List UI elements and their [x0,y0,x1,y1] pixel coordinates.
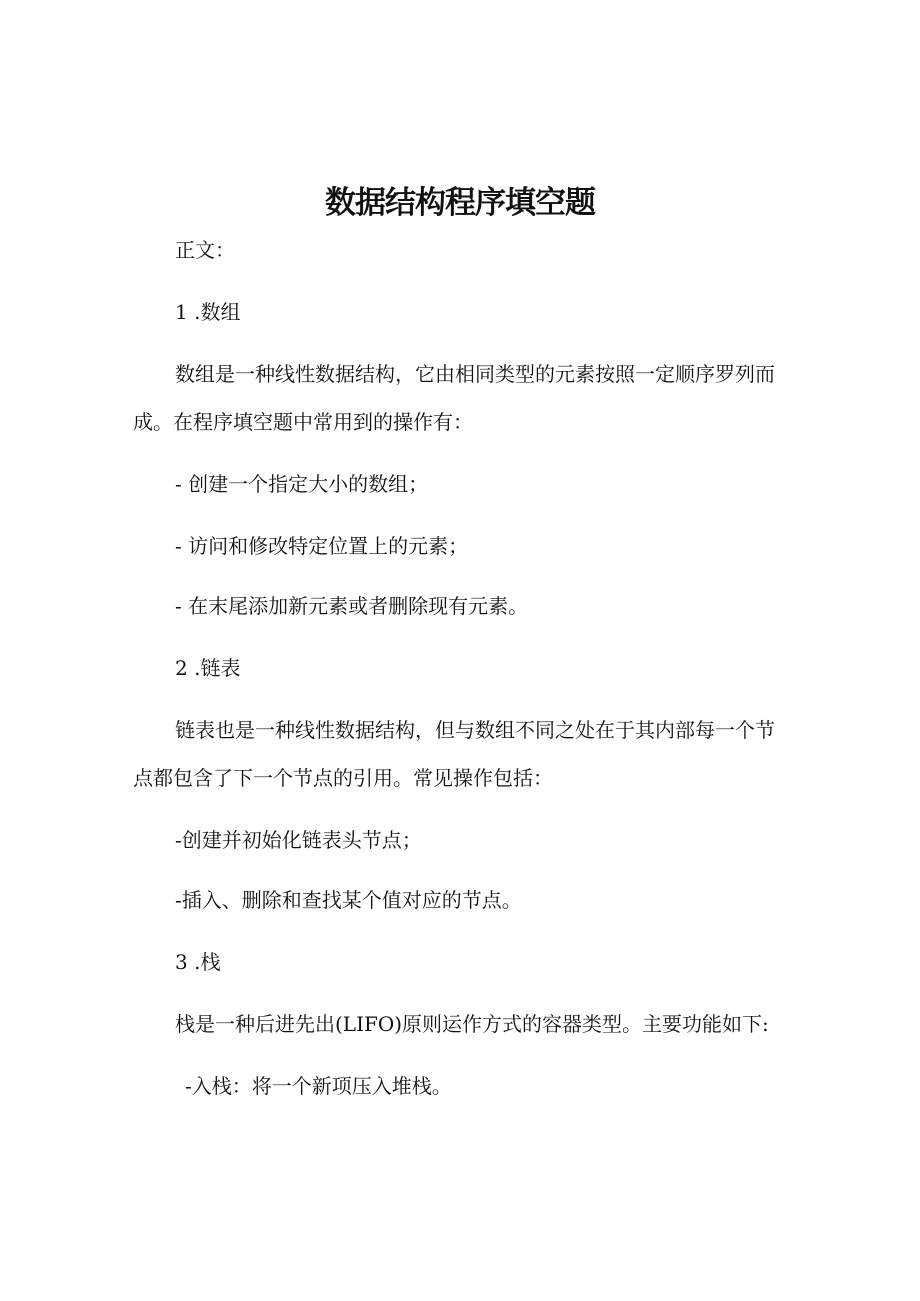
list-item-stack-push: -入栈：将一个新项压入堆栈。 [185,1074,452,1098]
paragraph-linked-list-line-1: 链表也是一种线性数据结构，但与数组不同之处在于其内部每一个节 [175,718,775,742]
list-item-linked-list-modify: -插入、删除和查找某个值对应的节点。 [175,888,522,912]
section-heading-linked-list: 2 .链表 [175,656,241,680]
body-label: 正文： [175,238,235,262]
document-title: 数据结构程序填空题 [325,184,595,221]
paragraph-array-line-1: 数组是一种线性数据结构，它由相同类型的元素按照一定顺序罗列而 [175,362,775,386]
section-heading-stack: 3 .栈 [175,950,221,974]
list-item-array-create: - 创建一个指定大小的数组； [175,472,429,496]
section-heading-array: 1 .数组 [175,300,241,324]
paragraph-array-line-2: 成。在程序填空题中常用到的操作有： [133,410,473,434]
paragraph-linked-list-line-2: 点都包含了下一个节点的引用。常见操作包括： [133,766,553,790]
list-item-linked-list-create: -创建并初始化链表头节点； [175,828,422,852]
list-item-array-append: - 在末尾添加新元素或者删除现有元素。 [175,594,529,618]
list-item-array-access: - 访问和修改特定位置上的元素； [175,534,469,558]
paragraph-stack: 栈是一种后进先出(LIFO)原则运作方式的容器类型。主要功能如下: [175,1012,769,1036]
